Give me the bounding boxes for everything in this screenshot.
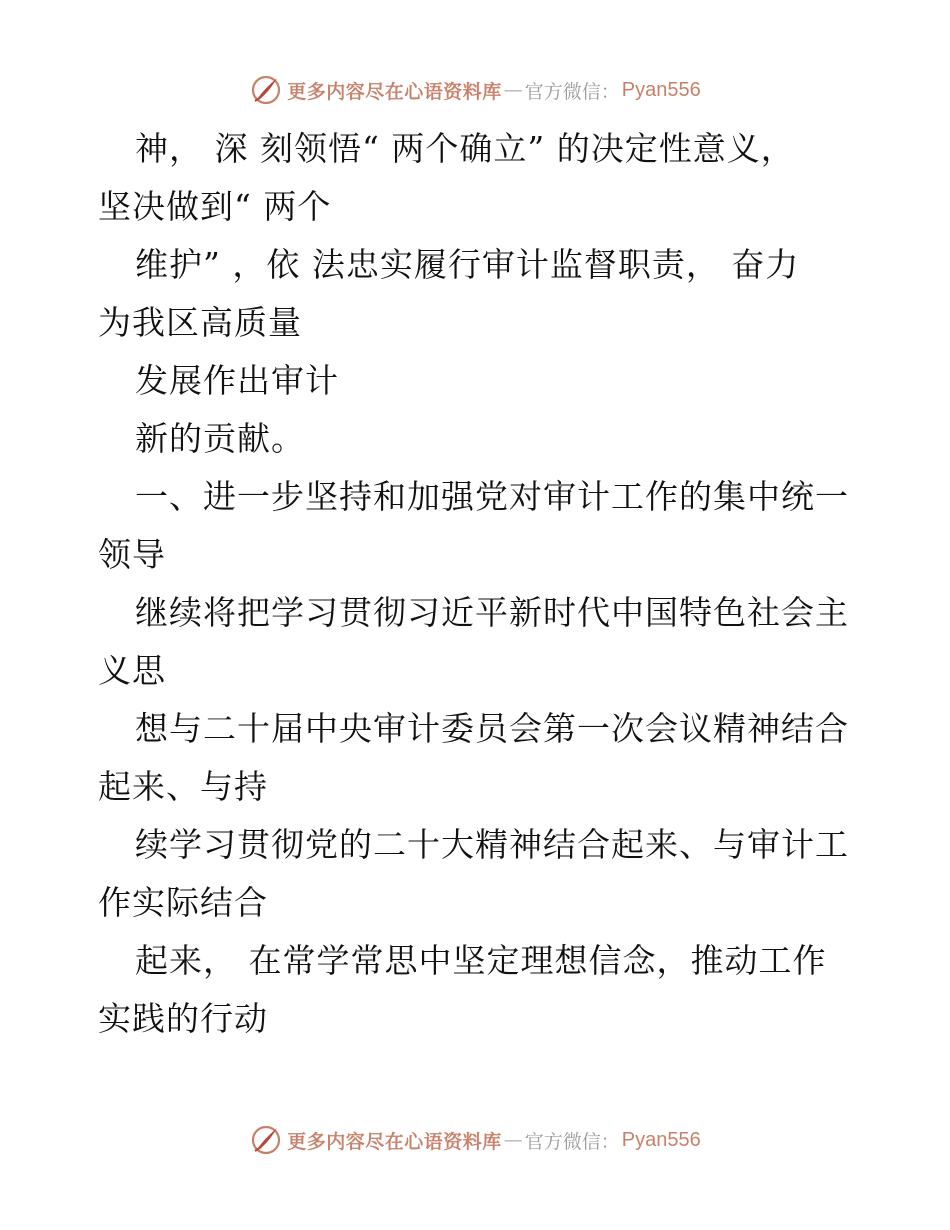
text-line: 实践的行动 <box>98 999 268 1038</box>
footer-watermark <box>0 1120 950 1160</box>
quill-pen-icon <box>249 73 283 107</box>
text-line: 发展作出审计 <box>135 361 339 400</box>
watermark-wechat-id: Pyan556 <box>621 78 701 101</box>
header-watermark <box>0 70 950 110</box>
watermark-dash: — <box>503 79 523 101</box>
watermark-wechat-label: 官方微信： <box>524 1130 620 1153</box>
watermark-wechat-id: Pyan556 <box>621 1128 701 1151</box>
text-line: 维护” ，依 法忠实履行审计监督职责， 奋力 <box>135 245 800 284</box>
watermark-slogan: 更多内容尽在心语资料库 <box>287 1130 502 1153</box>
watermark-slogan: 更多内容尽在心语资料库 <box>287 80 502 103</box>
text-line: 坚决做到“ 两个 <box>98 187 332 226</box>
text-line: 作实际结合 <box>98 883 268 922</box>
text-line: 为我区高质量 <box>98 303 302 342</box>
text-line: 一、进一步坚持和加强党对审计工作的集中统一 <box>135 477 849 516</box>
watermark-wechat-label: 官方微信： <box>524 80 620 103</box>
text-line: 起来， 在常学常思中坚定理想信念，推动工作 <box>135 941 827 980</box>
text-line: 续学习贯彻党的二十大精神结合起来、与审计工 <box>135 825 849 864</box>
watermark-dash: — <box>503 1129 523 1151</box>
text-line: 新的贡献。 <box>135 419 305 458</box>
text-line: 义思 <box>98 651 166 690</box>
text-line: 继续将把学习贯彻习近平新时代中国特色社会主 <box>135 593 849 632</box>
quill-pen-icon <box>249 1123 283 1157</box>
text-line: 起来、与持 <box>98 767 268 806</box>
text-line: 领导 <box>98 535 166 574</box>
text-line: 神， 深 刻领悟“ 两个确立” 的决定性意义， <box>135 129 795 168</box>
document-body <box>98 120 858 1048</box>
text-line: 想与二十届中央审计委员会第一次会议精神结合 <box>135 709 849 748</box>
